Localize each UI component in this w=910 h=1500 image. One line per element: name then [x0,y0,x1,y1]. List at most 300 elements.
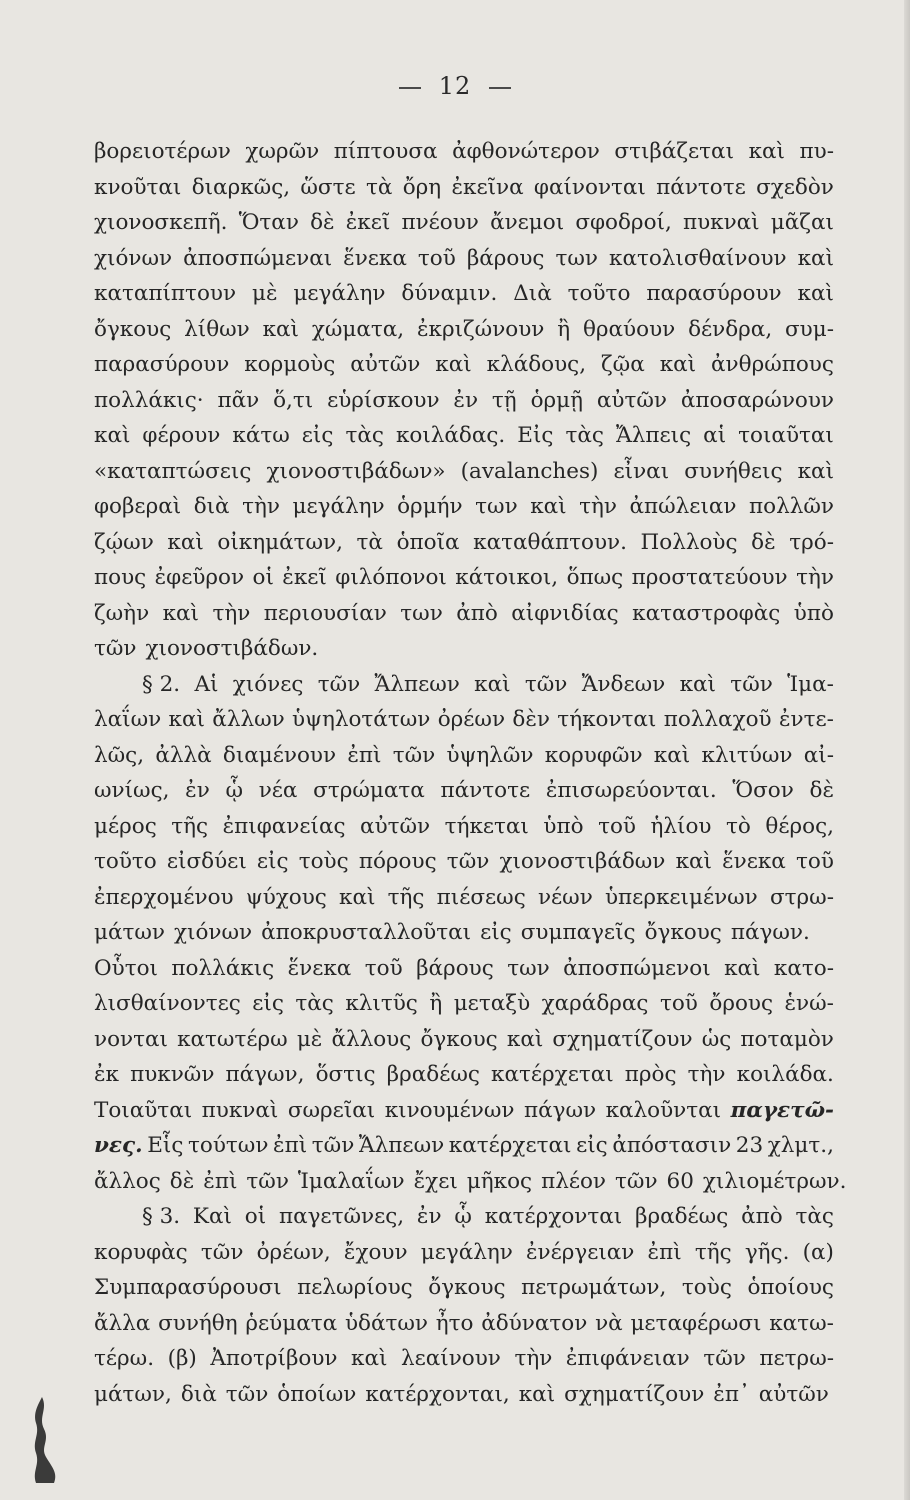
word: Καὶ [192,1204,232,1229]
word: ἢ [429,991,443,1016]
word: μεταφέρωσι [630,1310,762,1336]
word: ὑπὸ [543,813,584,839]
word: (α) [802,1239,834,1265]
word: Ἱμαλαΐων [297,1168,405,1194]
word: παγετῶνες, [278,1204,405,1229]
text-line [94,383,834,419]
word: ἀφθονώτερον [452,139,600,164]
word: Οὗτοι [94,955,158,981]
word: τὸ [726,813,751,839]
text-line [94,1093,834,1129]
page-edge-shadow [904,0,910,1500]
word: θραύουν [582,316,676,342]
word: μᾶζαι [770,210,834,235]
word: Ἄνδεων [581,671,666,697]
text-line [94,560,834,596]
word: ἕνεκα [287,955,352,981]
word: Ἄλπεων [358,1133,445,1158]
word: γῆς. [744,1239,790,1265]
word: οἱ [244,1204,267,1229]
word: τῶν [225,1381,269,1407]
word: δὲ [809,778,834,803]
word: ὁποίους [747,1275,834,1300]
word: πολλαχοῦ [663,707,772,732]
word: Πολλοὺς [640,529,738,555]
text-line [94,809,834,845]
text-line [94,1022,834,1058]
text-line [94,276,834,312]
word: «καταπτώσεις [94,458,252,484]
word: ἐπ᾽ [713,1381,750,1407]
word: ᾧ [225,778,244,803]
word: διὰ [180,1381,217,1407]
word: διαρκῶς, [191,174,291,200]
word: πετρω- [759,1346,834,1371]
word: καὶ [162,600,199,626]
body-text [94,134,847,1412]
header-left-dash [399,87,421,89]
word: Συμπαρασύρουσι [94,1275,282,1300]
word: τοῦ [417,245,456,271]
word: καὶ [659,352,697,377]
text-line [94,1199,834,1235]
word: καταστροφὰς [632,600,781,626]
word: ὑπὸ [793,600,834,626]
word: νὰ [595,1310,623,1336]
word: κατολισθαίνουν [609,245,787,271]
word: δὲν [512,707,550,732]
word: τῶν [311,1133,355,1158]
word: τοῦ [796,849,834,874]
word: λαΐων [94,707,162,732]
word: ἐφεῦρον [154,565,245,590]
word: μέρος [94,813,157,839]
word: λῶς, [94,742,145,768]
text-line [94,986,834,1022]
word: τρό- [789,529,834,555]
word: τῶν [317,671,361,697]
word: καταθάπτουν. [473,529,627,555]
word: ἀλλὰ [155,742,212,768]
word: πολλάκις [171,955,275,981]
word: τὰς [295,991,334,1016]
word: εὑρίσκουν [327,387,440,413]
word: ἐπὶ [647,1239,682,1265]
word: παγετῶ- [730,1097,834,1123]
word: ἄλλων [212,707,285,732]
word: στιβάζεται [614,139,735,164]
word: § 2. [142,671,181,697]
text-line [94,454,834,490]
word: ὁποῖα [396,529,460,555]
text-line [94,951,834,987]
text-line [94,134,834,170]
word: (avalanches) [460,458,599,484]
word: Διὰ [513,281,552,306]
word: καὶ [339,884,376,910]
word: κατω- [769,1310,834,1336]
word: ἕνεκα [343,245,407,271]
word: σχηματίζουν [552,1026,693,1052]
word: ἀδύνατον [481,1310,588,1336]
word: Ἱμα- [787,671,834,697]
word: τῶν [200,1239,244,1265]
page-header [0,72,910,100]
word: ἀπώλειαν [629,494,737,519]
word: μεταξὺ [453,991,531,1016]
word: χιόνων [174,920,253,945]
word: πολλῶν [749,494,834,519]
word: Τοιαῦται [94,1097,193,1123]
word: τῶν [392,742,436,768]
word: χιονοστιβάδων. [145,636,319,661]
word: Αἱ [194,671,219,697]
word: τῆς [387,884,425,910]
word: τοὺς [298,849,349,874]
word: ὑψηλῶν [446,742,534,768]
word: δὲ [751,529,776,555]
word: σφοδροί, [575,210,672,235]
word: Εἰς [517,423,554,448]
word: ἐκεῖ [282,565,327,590]
word: ἔχουν [343,1239,408,1265]
word: καὶ [797,245,834,271]
word: εἶναι [613,458,670,484]
word: Ὅταν [238,210,299,235]
word: καὶ [435,352,472,377]
word: αἱ [703,423,727,448]
word: ὅ,τι [273,387,314,413]
word: μὲ [296,1026,323,1052]
word: σωρεῖαι [287,1097,376,1123]
word: Ἄλπεων [374,671,460,697]
word: νέα [258,778,298,803]
word: κατο- [773,955,834,981]
text-line [94,489,834,525]
word: λίθων [184,316,250,342]
word: Εἷς [147,1133,184,1158]
word: των [475,494,518,519]
text-line [94,205,834,241]
word: περιουσίαν [263,600,387,626]
word: συμ- [785,316,834,342]
text-line [94,525,834,561]
word: καὶ [724,955,761,981]
word: πνέουν [401,210,479,235]
word: κάτοικοι, [455,565,559,590]
word: τὰς [795,1204,834,1229]
word: τοῦτο [94,849,157,874]
word: ὁρμῇ [530,387,584,413]
word: εἰς [256,849,289,874]
word: τούτων [188,1133,269,1158]
word: ἐπιφανείας [222,813,346,839]
word: νες. [94,1133,143,1158]
word: ὅπως [566,565,624,590]
word: ωνίως, [94,778,170,803]
word: ἀποσπώμενοι [563,955,711,981]
word: πάγων, [225,1062,305,1087]
word: ὥστε [300,174,356,200]
text-line [94,1306,834,1342]
word: ἐπιφάνειαν [565,1346,690,1371]
word: διὰ [193,494,230,519]
word: ὀρέων [437,707,506,732]
word: πάντοτε [440,778,531,803]
word: ζῷα [601,352,645,377]
text-line [94,1057,834,1093]
word: καλοῦνται [605,1097,722,1123]
word: καὶ [675,849,712,874]
word: τοῦ [659,991,698,1016]
word: ἐπὶ [347,742,382,768]
word: ἀποκρυσταλλοῦται [261,920,472,945]
word: ἐκ [94,1062,119,1087]
word: οἰκημάτων, [217,529,343,555]
word: ἐπερχομένου [94,884,234,910]
word: καὶ [797,281,834,306]
word: νονται [94,1026,168,1052]
word: πίπτουσα [333,139,438,164]
word: μεγάλην [292,494,385,519]
text-line [94,667,834,703]
word: ᾧ [454,1204,472,1229]
word: ὄρη [402,174,442,200]
word: Ἀποτρίβουν [210,1346,338,1371]
text-line [94,702,834,738]
word: κατέρχεται [448,1133,572,1158]
word: χιονοσκεπῆ. [94,210,228,235]
word: τὴν [687,1062,726,1087]
word: βραδέως [635,1204,729,1229]
word: ἐντε- [778,707,834,732]
word: κοιλάδας. [395,423,506,448]
word: τῶν [730,671,773,697]
word: ἐπὶ [273,1133,308,1158]
ink-stain-mark [28,1395,62,1485]
word: μεγάλην [420,1239,513,1265]
word: των [507,955,550,981]
word: χιονοστιβάδων [499,849,666,874]
text-line [94,1377,834,1413]
word: αἰφνιδίας [511,600,619,626]
word: αὐτῶν [350,352,421,377]
word: καὶ [748,139,785,164]
word: των [400,600,443,626]
text-line [94,418,834,454]
word: ὡς [701,1026,732,1052]
word: κορμοὺς [244,352,336,377]
text-line [94,1235,834,1271]
word: τῶν [446,849,490,874]
text-line [94,631,834,667]
word: χώματα, [311,316,405,342]
word: ποταμὸν [740,1026,834,1052]
word: ἕνεκα [722,849,786,874]
word: τὰ [356,529,383,555]
word: κατέρχεται [491,1062,614,1087]
word: νέων [537,884,593,910]
word: 60 [666,1168,694,1194]
word: ἡλίου [650,813,712,839]
text-line [94,1128,834,1164]
word: (β) [167,1346,197,1371]
word: τῆς [171,813,209,839]
word: τὴν [514,1346,553,1371]
word: εἰς [576,1133,608,1158]
word: συνήθεις [684,458,783,484]
word: χιλιομέτρων. [702,1168,847,1194]
text-line [94,312,834,348]
text-line [94,773,834,809]
word: ἐν [185,778,210,803]
word: σχηματίζουν [564,1381,705,1407]
word: συμπαγεῖς [520,920,636,945]
word: αὐτῶν [360,813,431,839]
word: των [555,245,598,271]
word: κορυφῶν [544,742,643,768]
word: εἰς [252,991,284,1016]
word: καὶ [679,671,716,697]
word: αὐτῶν [596,387,667,413]
word: λισθαίνοντες [94,991,241,1016]
word: κατέρχονται [484,1204,623,1229]
word: κορυφὰς [94,1239,188,1265]
text-line [94,1341,834,1377]
word: πυ- [799,139,834,164]
word: ἐπὶ [203,1168,238,1194]
word: καὶ [518,1381,556,1407]
word: ἐκεῖνα [451,174,524,200]
word: δὲ [310,210,335,235]
word: ὅστις [315,1062,376,1087]
word: τὴν [796,565,834,590]
text-line [94,596,834,632]
word: πλέον [541,1168,606,1194]
word: ἄνεμοι [490,210,565,235]
word: ἐν [416,1204,442,1229]
word: ἔχει [413,1168,458,1194]
word: βάρους [416,955,494,981]
word: βάρους [466,245,545,271]
word: κλιτύων [701,742,793,768]
word: οἱ [252,565,274,590]
word: πυκναὶ [201,1097,279,1123]
word: ζωὴν [94,600,150,626]
word: καὶ [653,742,691,768]
word: καὶ [474,671,511,697]
word: τὰς [345,423,384,448]
word: ἄλλα [94,1310,151,1336]
word: τῶν [615,1168,658,1194]
word: ὁρμήν [397,494,463,519]
word: καὶ [94,423,131,448]
text-line [94,880,834,916]
word: πάγων. [730,920,810,945]
word: ζῴων [94,529,154,555]
word: τὴν [212,600,251,626]
header-right-dash [489,87,511,89]
word: στρώματα [313,778,425,803]
word: ἑνώ- [784,991,834,1016]
word: τῶν [524,671,568,697]
word: ὑπερκειμένων [604,884,758,910]
word: ἐκριζώνουν [416,316,545,342]
word: χιόνων [94,245,173,271]
word: δύναμιν. [401,281,498,306]
word: ἄλλος [94,1168,161,1194]
word: πυκνῶν [130,1062,215,1087]
word: ἦτο [435,1310,474,1336]
word: φέρουν [142,423,221,448]
word: κατέρχονται, [365,1381,510,1407]
word: τήκονται [557,707,657,732]
text-line [94,241,834,277]
word: μάτων, [94,1381,172,1407]
word: δένδρα, [688,316,773,342]
word: τῶν [246,1168,289,1194]
word: κνοῦται [94,174,182,200]
word: τὴν [579,494,617,519]
word: ἄλλους [331,1026,412,1052]
word: καὶ [530,494,567,519]
word: καὶ [168,707,205,732]
word: καὶ [351,1346,388,1371]
word: πόρους [358,849,437,874]
word: τοῦ [364,955,403,981]
word: βορειοτέρων [94,139,231,164]
word: κατωτέρω [177,1026,288,1052]
word: στρω- [769,884,834,910]
word: φαίνονται [533,174,646,200]
word: ἀπὸ [741,1204,783,1229]
word: παρασύρουν [646,281,782,306]
word: ἐν [453,387,479,413]
text-line [94,170,834,206]
word: ὄγκους [428,1275,506,1300]
word: αἰ- [803,742,834,768]
word: ἢ [557,316,571,342]
word: μεγάλην [293,281,386,306]
word: τὴν [242,494,280,519]
word: τέρω. [94,1346,155,1371]
word: καὶ [262,316,299,342]
word: ῥεύματα [245,1310,338,1336]
word: τοῦ [598,813,637,839]
word: διαμένουν [222,742,337,768]
word: θέρος, [765,813,834,839]
word: πιέσεως [436,884,526,910]
word: ψύχους [245,884,327,910]
word: φοβεραὶ [94,494,182,519]
word: ὁποίων [277,1381,357,1407]
word: τῇ [491,387,517,413]
word: πετρωμάτων, [521,1275,667,1300]
word: τῶν [94,636,137,661]
word: πᾶν [217,387,260,413]
word: πους [94,565,147,590]
word: καταπίπτουν [94,281,237,306]
word: ἀποσαρώνουν [680,387,834,413]
word: κλιτῦς [345,991,418,1016]
word: ἐπισωρεύονται. [545,778,717,803]
word: μάτων [94,920,165,945]
word: Ἄλπεις [615,423,692,448]
word: πρὸς [624,1062,677,1087]
text-line [94,738,834,774]
word: ἐνέργειαν [525,1239,635,1265]
word: χιονοστιβάδων» [266,458,446,484]
